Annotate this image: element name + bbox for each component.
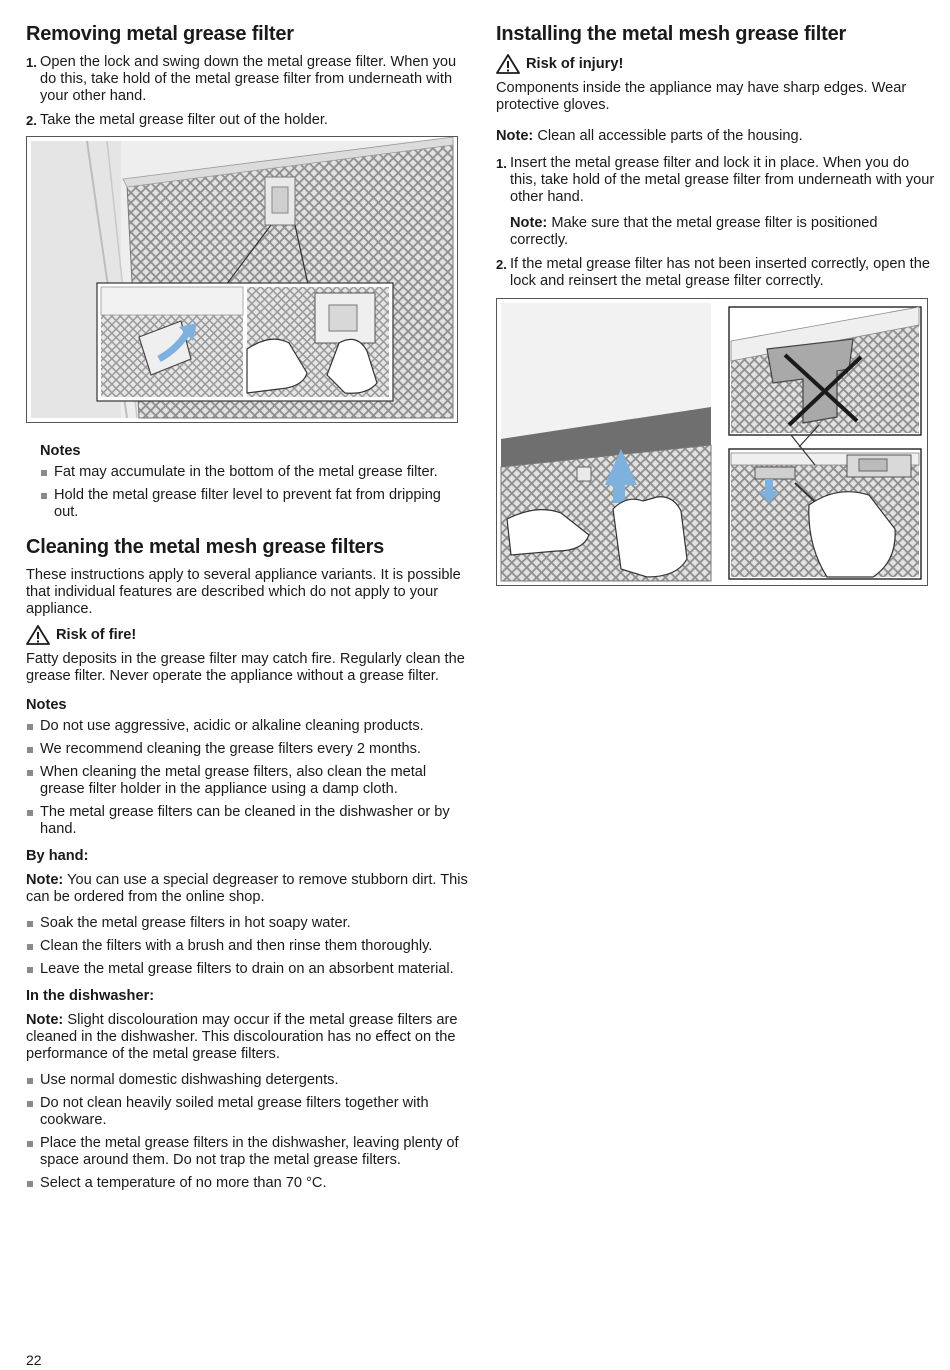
dishwasher-note bbox=[26, 1012, 468, 1063]
list-item: We recommend cleaning the grease filters every 2 months. bbox=[26, 741, 468, 758]
note-label: Note: bbox=[26, 872, 64, 888]
installing-step-1 bbox=[496, 155, 936, 249]
list-item: When cleaning the metal grease filters, also clean the metal grease filter holder in the appliance using a damp cloth. bbox=[26, 764, 468, 798]
list-item: Do not clean heavily soiled metal grease filters together with cookware. bbox=[26, 1095, 468, 1129]
list-item: Soak the metal grease filters in hot soapy water. bbox=[26, 915, 468, 932]
step-text: Open the lock and swing down the metal grease filter. When you do this, take hold of the metal grease filter from underneath with your other hand. bbox=[40, 54, 457, 104]
by-hand-heading: By hand: bbox=[26, 848, 89, 864]
injury-warning-text: Components inside the appliance may have sharp edges. Wear protective gloves. bbox=[496, 80, 907, 113]
installing-filter-illustration bbox=[496, 298, 928, 586]
by-hand-list bbox=[26, 915, 468, 978]
fire-warning-heading bbox=[26, 625, 468, 645]
cleaning-title: Cleaning the metal mesh grease filters bbox=[26, 536, 385, 558]
warning-triangle-icon bbox=[26, 625, 50, 645]
installing-title: Installing the metal mesh grease filter bbox=[496, 23, 847, 45]
removing-step-1 bbox=[26, 54, 468, 105]
step-number: 2. bbox=[26, 113, 37, 128]
removing-step-2 bbox=[26, 112, 468, 129]
cleaning-notes-list bbox=[26, 718, 468, 838]
notes-heading: Notes bbox=[40, 443, 81, 459]
warning-title: Risk of fire! bbox=[56, 627, 137, 643]
fire-warning-text: Fatty deposits in the grease filter may catch fire. Regularly clean the grease filter. Never operate the appliance without a grease filter. bbox=[26, 651, 465, 684]
list-item: Fat may accumulate in the bottom of the metal grease filter. bbox=[40, 464, 468, 481]
note-text: You can use a special degreaser to remove stubborn dirt. This can be ordered from the online shop. bbox=[26, 872, 468, 905]
removing-filter-illustration bbox=[26, 136, 458, 423]
list-item: Select a temperature of no more than 70 °C. bbox=[26, 1175, 468, 1192]
list-item: The metal grease filters can be cleaned in the dishwasher or by hand. bbox=[26, 804, 468, 838]
removing-notes bbox=[26, 443, 468, 521]
list-item: Place the metal grease filters in the dishwasher, leaving plenty of space around them. Do not trap the metal grease filters. bbox=[26, 1135, 468, 1169]
list-item: Do not use aggressive, acidic or alkaline cleaning products. bbox=[26, 718, 468, 735]
step-note bbox=[510, 215, 936, 249]
injury-warning-heading bbox=[496, 54, 936, 74]
note-text: Make sure that the metal grease filter is positioned correctly. bbox=[510, 215, 878, 248]
note-label: Note: bbox=[26, 1012, 64, 1028]
step-text: Insert the metal grease filter and lock it in place. When you do this, take hold of the metal grease filter from underneath with your other hand. bbox=[510, 155, 935, 205]
step-text: If the metal grease filter has not been inserted correctly, open the lock and reinsert the metal grease filter correctly. bbox=[510, 256, 930, 289]
list-item: Leave the metal grease filters to drain on an absorbent material. bbox=[26, 961, 468, 978]
list-item: Hold the metal grease filter level to prevent fat from dripping out. bbox=[40, 487, 468, 521]
list-item: Clean the filters with a brush and then rinse them thoroughly. bbox=[26, 938, 468, 955]
note-text: Clean all accessible parts of the housing. bbox=[533, 128, 803, 144]
removing-title: Removing metal grease filter bbox=[26, 23, 294, 45]
note-label: Note: bbox=[496, 128, 534, 144]
list-item: Use normal domestic dishwashing detergents. bbox=[26, 1072, 468, 1089]
left-column bbox=[26, 22, 468, 1199]
step-number: 2. bbox=[496, 257, 507, 272]
dishwasher-heading: In the dishwasher: bbox=[26, 988, 155, 1004]
right-column bbox=[496, 22, 936, 586]
by-hand-note bbox=[26, 872, 468, 906]
housing-note bbox=[496, 128, 936, 145]
cleaning-intro: These instructions apply to several appliance variants. It is possible that individual features are described which do not apply to your appliance. bbox=[26, 567, 461, 617]
removing-steps bbox=[26, 54, 468, 129]
page-number: 22 bbox=[26, 1352, 42, 1368]
installing-filter-drawing bbox=[497, 299, 927, 585]
step-text: Take the metal grease filter out of the holder. bbox=[40, 112, 328, 128]
removing-filter-drawing bbox=[27, 137, 457, 422]
warning-triangle-icon bbox=[496, 54, 520, 74]
note-text: Slight discolouration may occur if the metal grease filters are cleaned in the dishwasher. This discolouration has no effect on the performance of the metal grease filters. bbox=[26, 1012, 458, 1062]
note-label: Note: bbox=[510, 215, 548, 231]
notes-heading: Notes bbox=[26, 697, 67, 713]
dishwasher-list bbox=[26, 1072, 468, 1192]
warning-title: Risk of injury! bbox=[526, 56, 624, 72]
installing-steps bbox=[496, 155, 936, 290]
installing-step-2 bbox=[496, 256, 936, 290]
step-number: 1. bbox=[26, 55, 37, 70]
removing-notes-list bbox=[40, 464, 468, 521]
step-number: 1. bbox=[496, 156, 507, 171]
